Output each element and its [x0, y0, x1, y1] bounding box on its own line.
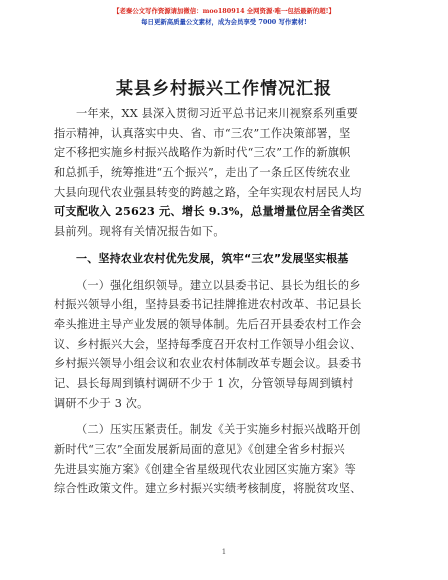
text-line: （一）强化组织领导。建立以县委书记、县长为组长的乡: [76, 278, 361, 292]
text-line: 指示精神，认真落实中央、省、市“三农”工作决策部署，坚: [54, 126, 351, 140]
section-heading: 一、坚持农业农村优先发展，筑牢“三农”发展坚实根基: [76, 251, 349, 265]
text-line: 定不移把实施乡村振兴战略作为新时代“三农”工作的新旗帜: [54, 146, 351, 160]
text-line: 县前列。现将有关情况报告如下。: [54, 225, 225, 239]
text-line: 新时代“三农”全面发展新局面的意见》《创建全省乡村振兴: [54, 443, 345, 456]
text-line: 牵头推进主导产业发展的领导体制。先后召开县委农村工作会: [54, 317, 362, 331]
text-line: 乡村振兴领导小组会议和农业农村体制改革专题会议。县委书: [54, 357, 362, 371]
text-line: 一年来，XX 县深入贯彻习近平总书记来川视察系列重要: [76, 107, 358, 120]
banner-line-promo: 【老秦公文写作资源请加微信：moo180914 全网资源·唯一包括最新的超!】: [113, 7, 335, 15]
text-line: 议、乡村振兴大会，坚持每季度召开农村工作领导小组会议、: [54, 337, 362, 351]
text-line: 调研不少于 3 次。: [54, 396, 149, 410]
paragraph-organization: [54, 276, 394, 414]
page-number: 1: [221, 548, 227, 556]
document-body: [54, 104, 394, 499]
text-line: 记、县长每周到镇村调研不少于 1 次，分管领导每周到镇村: [54, 376, 354, 390]
text-line: 村振兴领导小组，坚持县委书记挂牌推进农村改革、书记县长: [54, 298, 362, 312]
text-line: 大县向现代农业强县转变的跨越之路，全年实现农村居民人均: [54, 185, 362, 199]
text-line: 先进县实施方案》《创建全省星级现代农业园区实施方案》等: [54, 462, 356, 476]
paragraph-intro: [54, 104, 394, 242]
text-line: 综合性政策文件。建立乡村振兴实绩考核制度，将脱贫攻坚、: [54, 482, 362, 496]
paragraph-responsibility: [54, 420, 394, 499]
document-title: 某县乡村振兴工作情况汇报: [116, 79, 332, 99]
text-line: （二）压实压紧责任。制发《关于实施乡村振兴战略开创: [76, 423, 361, 437]
text-line: 和总抓手，统筹推进“五个振兴”，走出了一条丘区传统农业: [54, 166, 351, 180]
header-banner: [0, 6, 448, 28]
banner-line-member: 每日更新高质量公文素材，成为会员享受 7000 写作素材!: [141, 18, 307, 26]
text-line-emphasis: 可支配收入 25623 元、增长 9.3%，总量增量位居全省类区: [54, 204, 365, 219]
